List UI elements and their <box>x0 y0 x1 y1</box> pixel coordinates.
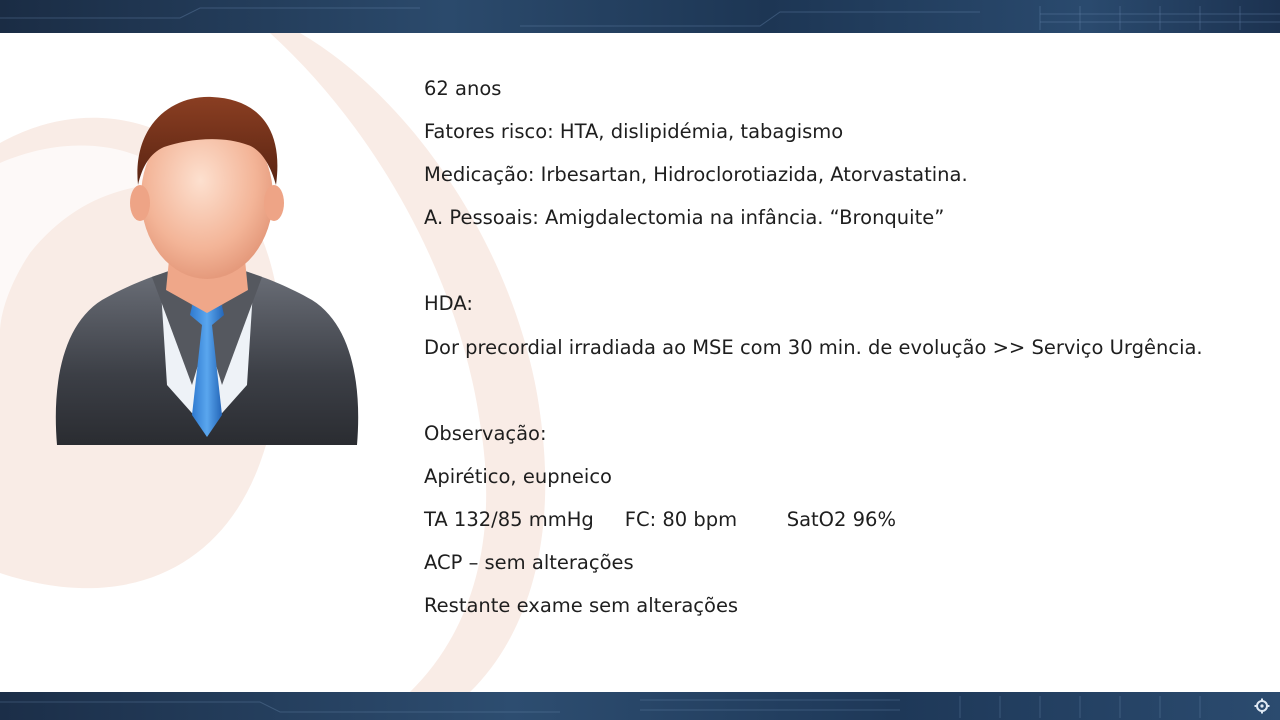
info-line-age: 62 anos <box>424 77 502 100</box>
info-line-risk-factors: Fatores risco: HTA, dislipidémia, tabagismo <box>424 120 844 144</box>
top-decorative-band <box>0 0 1280 33</box>
info-line-vitals: TA 132/85 mmHg FC: 80 bpm SatO2 96% <box>424 507 896 531</box>
info-line-hda-heading: HDA: <box>424 292 473 316</box>
bottom-decorative-band <box>0 692 1280 720</box>
info-line-hda: Dor precordial irradiada ao MSE com 30 min. de evolução >> Serviço Urgência. <box>424 335 1203 359</box>
info-line-apyretic: Apirético, eupneico <box>424 464 612 488</box>
slide-canvas <box>0 33 1280 692</box>
info-line-personal-history: A. Pessoais: Amigdalectomia na infância. “Bronquite” <box>424 206 945 230</box>
gear-icon <box>1254 698 1270 714</box>
bottom-band-pattern <box>0 692 1280 720</box>
businessman-avatar-icon <box>52 85 362 455</box>
info-line-acp: ACP – sem alterações <box>424 551 634 575</box>
spacer <box>424 376 1254 419</box>
info-line-remaining-exam: Restante exame sem alterações <box>424 594 739 618</box>
info-line-observation-heading: Observação: <box>424 421 547 445</box>
top-band-pattern <box>0 0 1280 33</box>
spacer <box>424 246 1254 289</box>
patient-info <box>424 74 1254 634</box>
info-line-medication: Medicação: Irbesartan, Hidroclorotiazida, Atorvastatina. <box>424 163 968 187</box>
